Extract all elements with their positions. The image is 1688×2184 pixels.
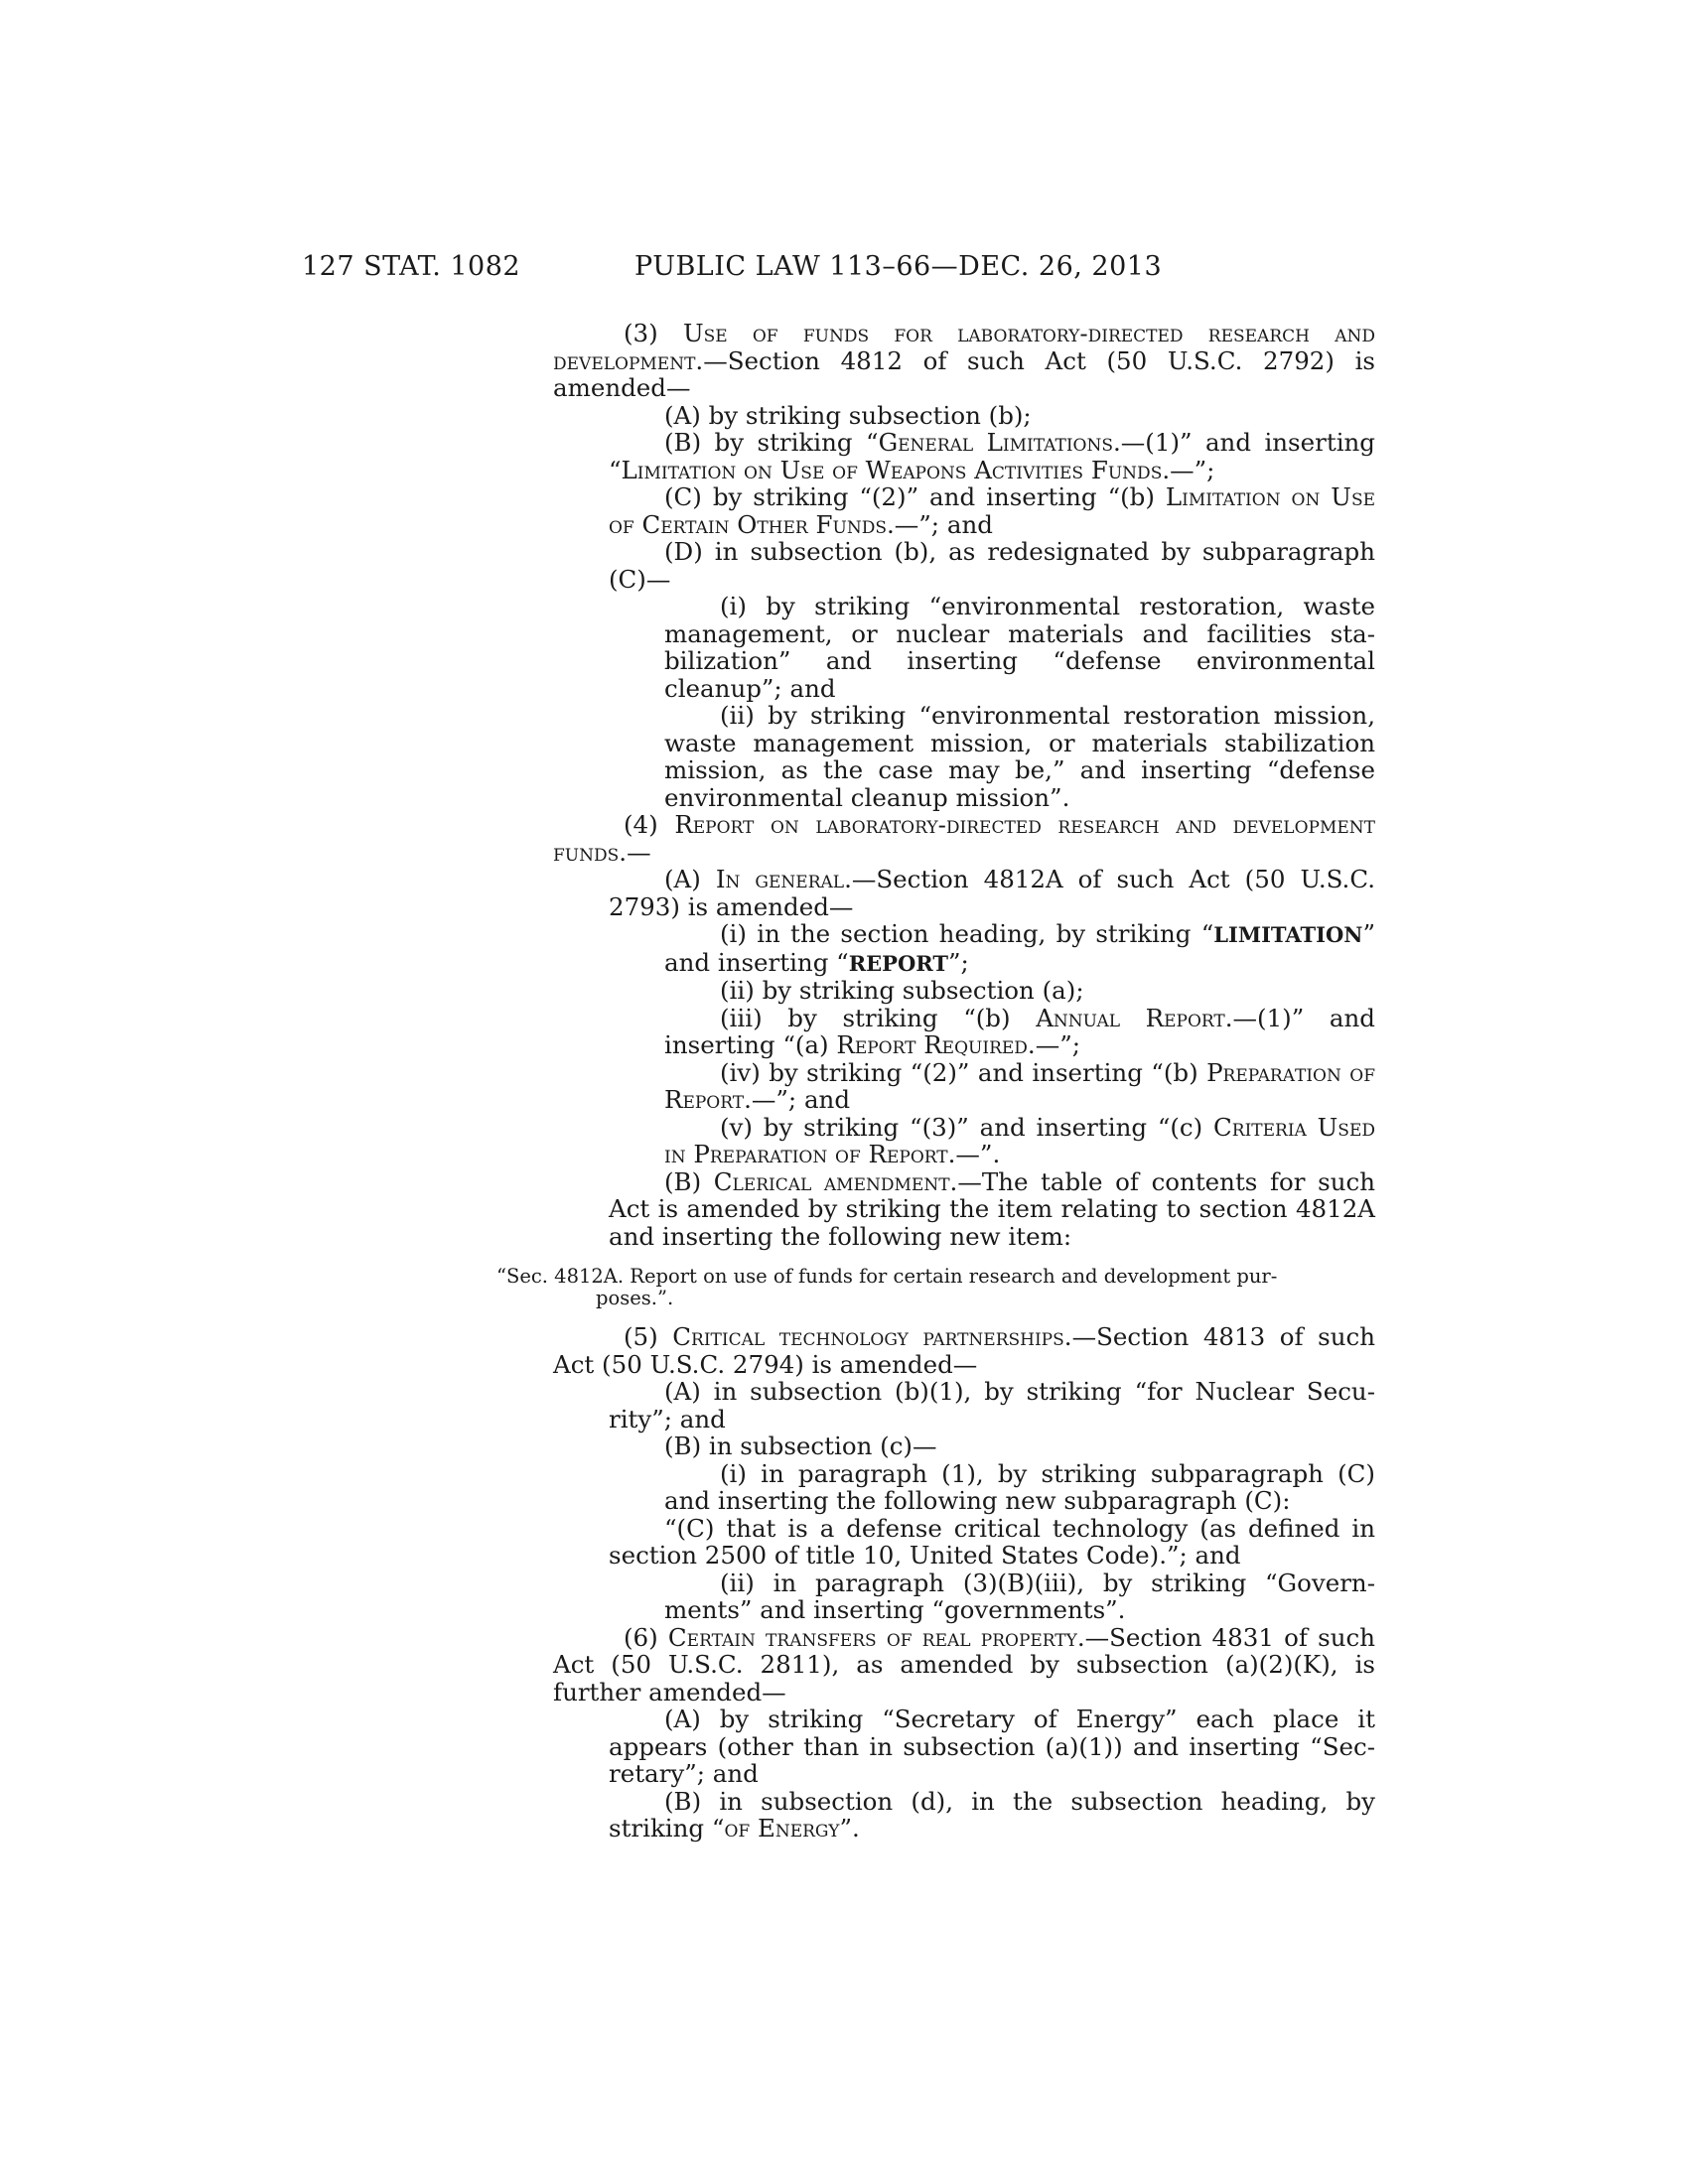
paragraph-5-heading: Critical technology partnerships. xyxy=(672,1322,1072,1351)
quoted-subparagraph-c: “(C) that is a defense critical technology (as defined in section 2500 of title 10, United States Code).”; and xyxy=(609,1513,1375,1570)
paragraph-3: (3) Use of funds for laboratory-directed research and development.—Section 4812 of such Act (50 U.S.C. 2792) is amended— xyxy=(553,319,1375,402)
table-of-contents-item xyxy=(496,1266,1375,1309)
subparagraph-5b: (B) in subsection (c)— xyxy=(664,1432,937,1460)
subparagraph-4b: (B) Clerical amendment.—The table of contents for such Act is amended by striking the item relating to section 4812A and inserting the following new item: xyxy=(609,1166,1375,1251)
subparagraph-6b: (B) in subsection (d), in the subsection heading, by striking “of Energy”. xyxy=(609,1786,1375,1843)
paragraph-4-heading: Report on laboratory-directed research and development funds. xyxy=(553,810,1376,867)
clause-3d-ii: (ii) by striking “environmental restoration mission, waste management mission, or materials stabilization mission, as the case may be,” and inserting “defense environmental cleanup mission”. xyxy=(664,701,1375,812)
paragraph-5: (5) Critical technology partnerships.—Section 4813 of such Act (50 U.S.C. 2794) is amended— xyxy=(553,1322,1375,1379)
clause-4a-v: (v) by striking “(3)” and inserting “(c) Criteria Used in Preparation of Report.—”. xyxy=(664,1112,1375,1168)
clause-4a-iv: (iv) by striking “(2)” and inserting “(b) Preparation of Report.—”; and xyxy=(664,1057,1376,1114)
paragraph-6-heading: Certain transfers of real property. xyxy=(667,1622,1085,1652)
paragraph-6: (6) Certain transfers of real property.—Section 4831 of such Act (50 U.S.C. 2811), as amended by subsection (a)(2)(K), is further amended— xyxy=(553,1622,1375,1706)
paragraph-3-heading: Use of funds for laboratory-directed research and development. xyxy=(553,319,1375,375)
clause-3d-i: (i) by striking “environmental restoration, waste management, or nuclear materials and facilities stabilization” and inserting “defense environmental cleanup”; and xyxy=(664,592,1375,703)
subparagraph-4a: (A) In general.—Section 4812A of such Act (50 U.S.C. 2793) is amended— xyxy=(609,865,1375,921)
clause-4a-iii: (iii) by striking “(b) Annual Report.—(1)” and inserting “(a) Report Required.—”; xyxy=(664,1003,1375,1059)
subparagraph-5a: (A) in subsection (b)(1), by striking “for Nuclear Security”; and xyxy=(609,1377,1375,1433)
document-body xyxy=(496,319,1376,1843)
clause-4a-ii: (ii) by striking subsection (a); xyxy=(720,976,1084,1005)
clause-5b-i: (i) in paragraph (1), by striking subparagraph (C) and inserting the following new subparagraph (C): xyxy=(664,1458,1375,1515)
public-law-title: PUBLIC LAW 113–66—DEC. 26, 2013 xyxy=(634,251,1163,282)
toc-line: “Sec. 4812A. Report on use of funds for certain research and development pur- xyxy=(496,1265,1278,1288)
subparagraph-3c: (C) by striking “(2)” and inserting “(b) Limitation on Use of Certain Other Funds.—”; and xyxy=(609,482,1376,539)
statute-page-number: 127 STAT. 1082 xyxy=(302,251,521,282)
subparagraph-3d: (D) in subsection (b), as redesignated by subparagraph (C)— xyxy=(609,537,1375,594)
subparagraph-3a: (A) by striking subsection (b); xyxy=(664,400,1032,430)
subparagraph-3b: (B) by striking “General Limitations.—(1)” and inserting “Limitation on Use of Weapons Activities Funds.—”; xyxy=(609,428,1375,484)
clause-5b-ii: (ii) in paragraph (3)(B)(iii), by striking “Governments” and inserting “governments”. xyxy=(664,1568,1375,1624)
clause-4a-i: (i) in the section heading, by striking “LIMITATION” and inserting “REPORT”; xyxy=(664,919,1375,977)
subparagraph-6a: (A) by striking “Secretary of Energy” each place it appears (other than in subsection (a)(1)) and inserting “Secretary”; and xyxy=(609,1705,1375,1788)
toc-line-continued: poses.”. xyxy=(596,1287,674,1309)
page-header xyxy=(302,251,1374,291)
paragraph-4: (4) Report on laboratory-directed research and development funds.— xyxy=(553,810,1376,867)
